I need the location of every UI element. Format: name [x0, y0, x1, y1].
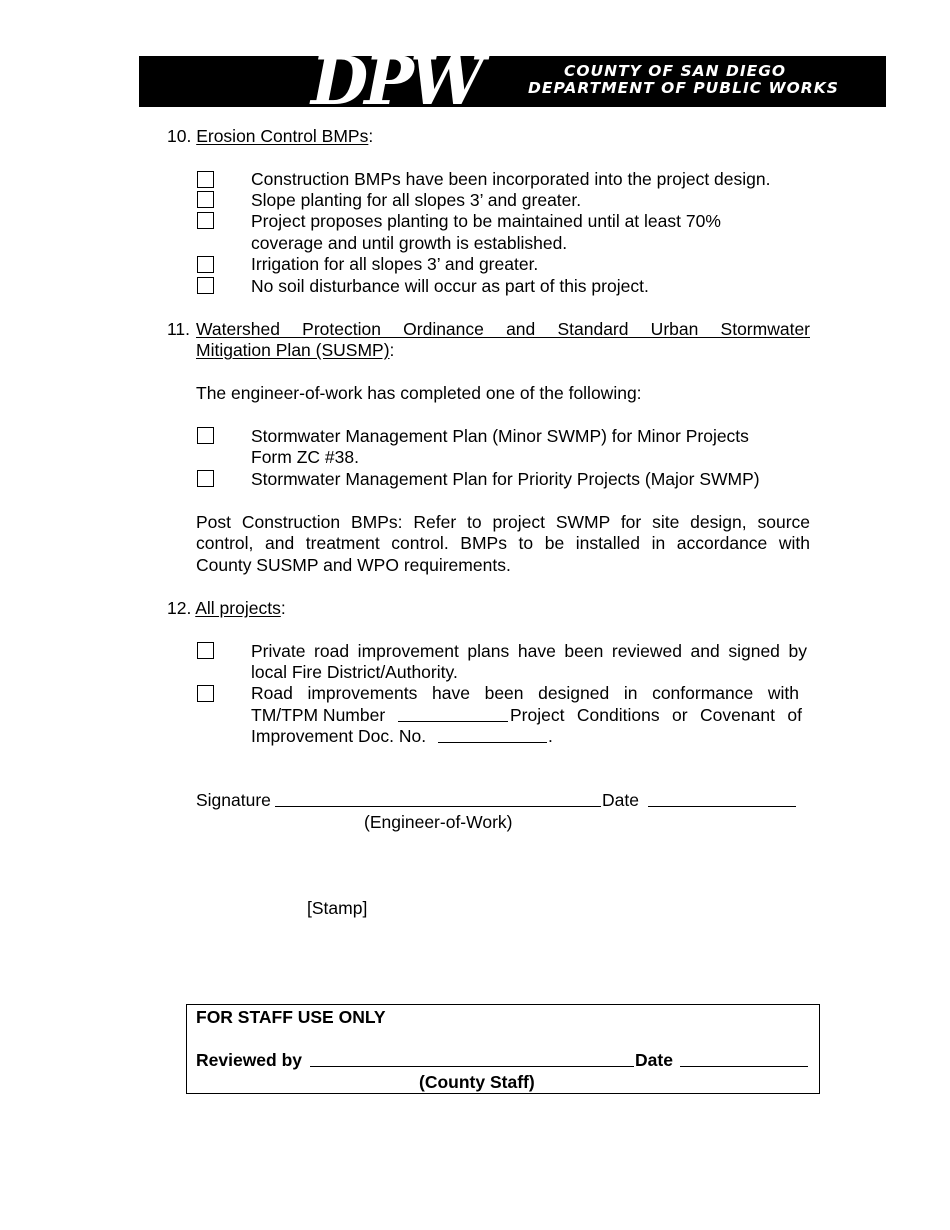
item-slope-planting: Slope planting for all slopes 3’ and greater. [251, 190, 582, 210]
item-private-road-cont: local Fire District/Authority. [251, 662, 458, 682]
improvement-doc-field[interactable] [438, 726, 547, 743]
dpw-logo: DPW [311, 42, 480, 120]
section-number: 10. [167, 126, 192, 146]
checkbox-no-soil-disturbance[interactable] [197, 277, 214, 294]
reviewed-by-label: Reviewed by [196, 1050, 303, 1070]
improvement-doc-label: Improvement Doc. No. [251, 726, 427, 746]
section-10-heading: 10. Erosion Control BMPs: [167, 126, 374, 146]
section-title: All projects [195, 598, 281, 618]
checkbox-private-road[interactable] [197, 642, 214, 659]
item-planting-maintained-cont: coverage and until growth is established. [251, 233, 568, 253]
county-staff-caption: (County Staff) [419, 1072, 535, 1092]
signature-date-label: Date [602, 790, 639, 810]
item-no-soil-disturbance: No soil disturbance will occur as part of this project. [251, 276, 649, 296]
tm-tpm-number-field[interactable] [398, 705, 508, 722]
staff-use-title: FOR STAFF USE ONLY [196, 1007, 386, 1027]
checkbox-major-swmp[interactable] [197, 470, 214, 487]
section-12-heading: 12. All projects: [167, 598, 286, 618]
post-construction-text-2: control, and treatment control. BMPs to be installed in accordance with [196, 533, 810, 553]
section-11-title: Watershed Protection Ordinance and Standard Urban Stormwater [196, 319, 810, 339]
staff-date-label: Date [635, 1050, 673, 1070]
item-minor-swmp: Stormwater Management Plan (Minor SWMP) for Minor Projects [251, 426, 749, 446]
signature-field[interactable] [275, 790, 601, 807]
item-private-road: Private road improvement plans have been reviewed and signed by [251, 641, 807, 661]
item-road-improvements: Road improvements have been designed in conformance with [251, 683, 799, 703]
reviewed-by-field[interactable] [310, 1050, 634, 1067]
item-major-swmp: Stormwater Management Plan for Priority Projects (Major SWMP) [251, 469, 760, 489]
checkbox-road-improvements[interactable] [197, 685, 214, 702]
checkbox-planting-maintained[interactable] [197, 212, 214, 229]
tm-tpm-number-label: TM/TPM Number [251, 705, 386, 725]
project-conditions-text: Project Conditions or Covenant of [510, 705, 802, 725]
checkbox-irrigation[interactable] [197, 256, 214, 273]
item-irrigation: Irrigation for all slopes 3’ and greater. [251, 254, 539, 274]
signature-label: Signature [196, 790, 271, 810]
checkbox-slope-planting[interactable] [197, 191, 214, 208]
department-name: DEPARTMENT OF PUBLIC WORKS [528, 79, 839, 97]
county-name: COUNTY OF SAN DIEGO [564, 62, 787, 80]
improvement-doc-period: . [548, 726, 553, 746]
item-planting-maintained: Project proposes planting to be maintained until at least 70% [251, 211, 721, 231]
engineer-caption: (Engineer-of-Work) [364, 812, 513, 832]
section-11-title-cont: Mitigation Plan (SUSMP): [196, 340, 395, 360]
post-construction-text: Post Construction BMPs: Refer to project SWMP for site design, source [196, 512, 810, 532]
signature-date-field[interactable] [648, 790, 796, 807]
item-minor-swmp-cont: Form ZC #38. [251, 447, 359, 467]
checkbox-construction-bmps[interactable] [197, 171, 214, 188]
staff-date-field[interactable] [680, 1050, 808, 1067]
stamp-placeholder: [Stamp] [307, 898, 368, 918]
department-banner [139, 42, 886, 120]
section-11-number: 11. [167, 319, 191, 339]
section-11-intro: The engineer-of-work has completed one of the following: [196, 383, 642, 403]
section-title: Erosion Control BMPs [196, 126, 369, 146]
post-construction-text-3: County SUSMP and WPO requirements. [196, 555, 511, 575]
item-construction-bmps: Construction BMPs have been incorporated into the project design. [251, 169, 771, 189]
checkbox-minor-swmp[interactable] [197, 427, 214, 444]
section-number: 12. [167, 598, 192, 618]
